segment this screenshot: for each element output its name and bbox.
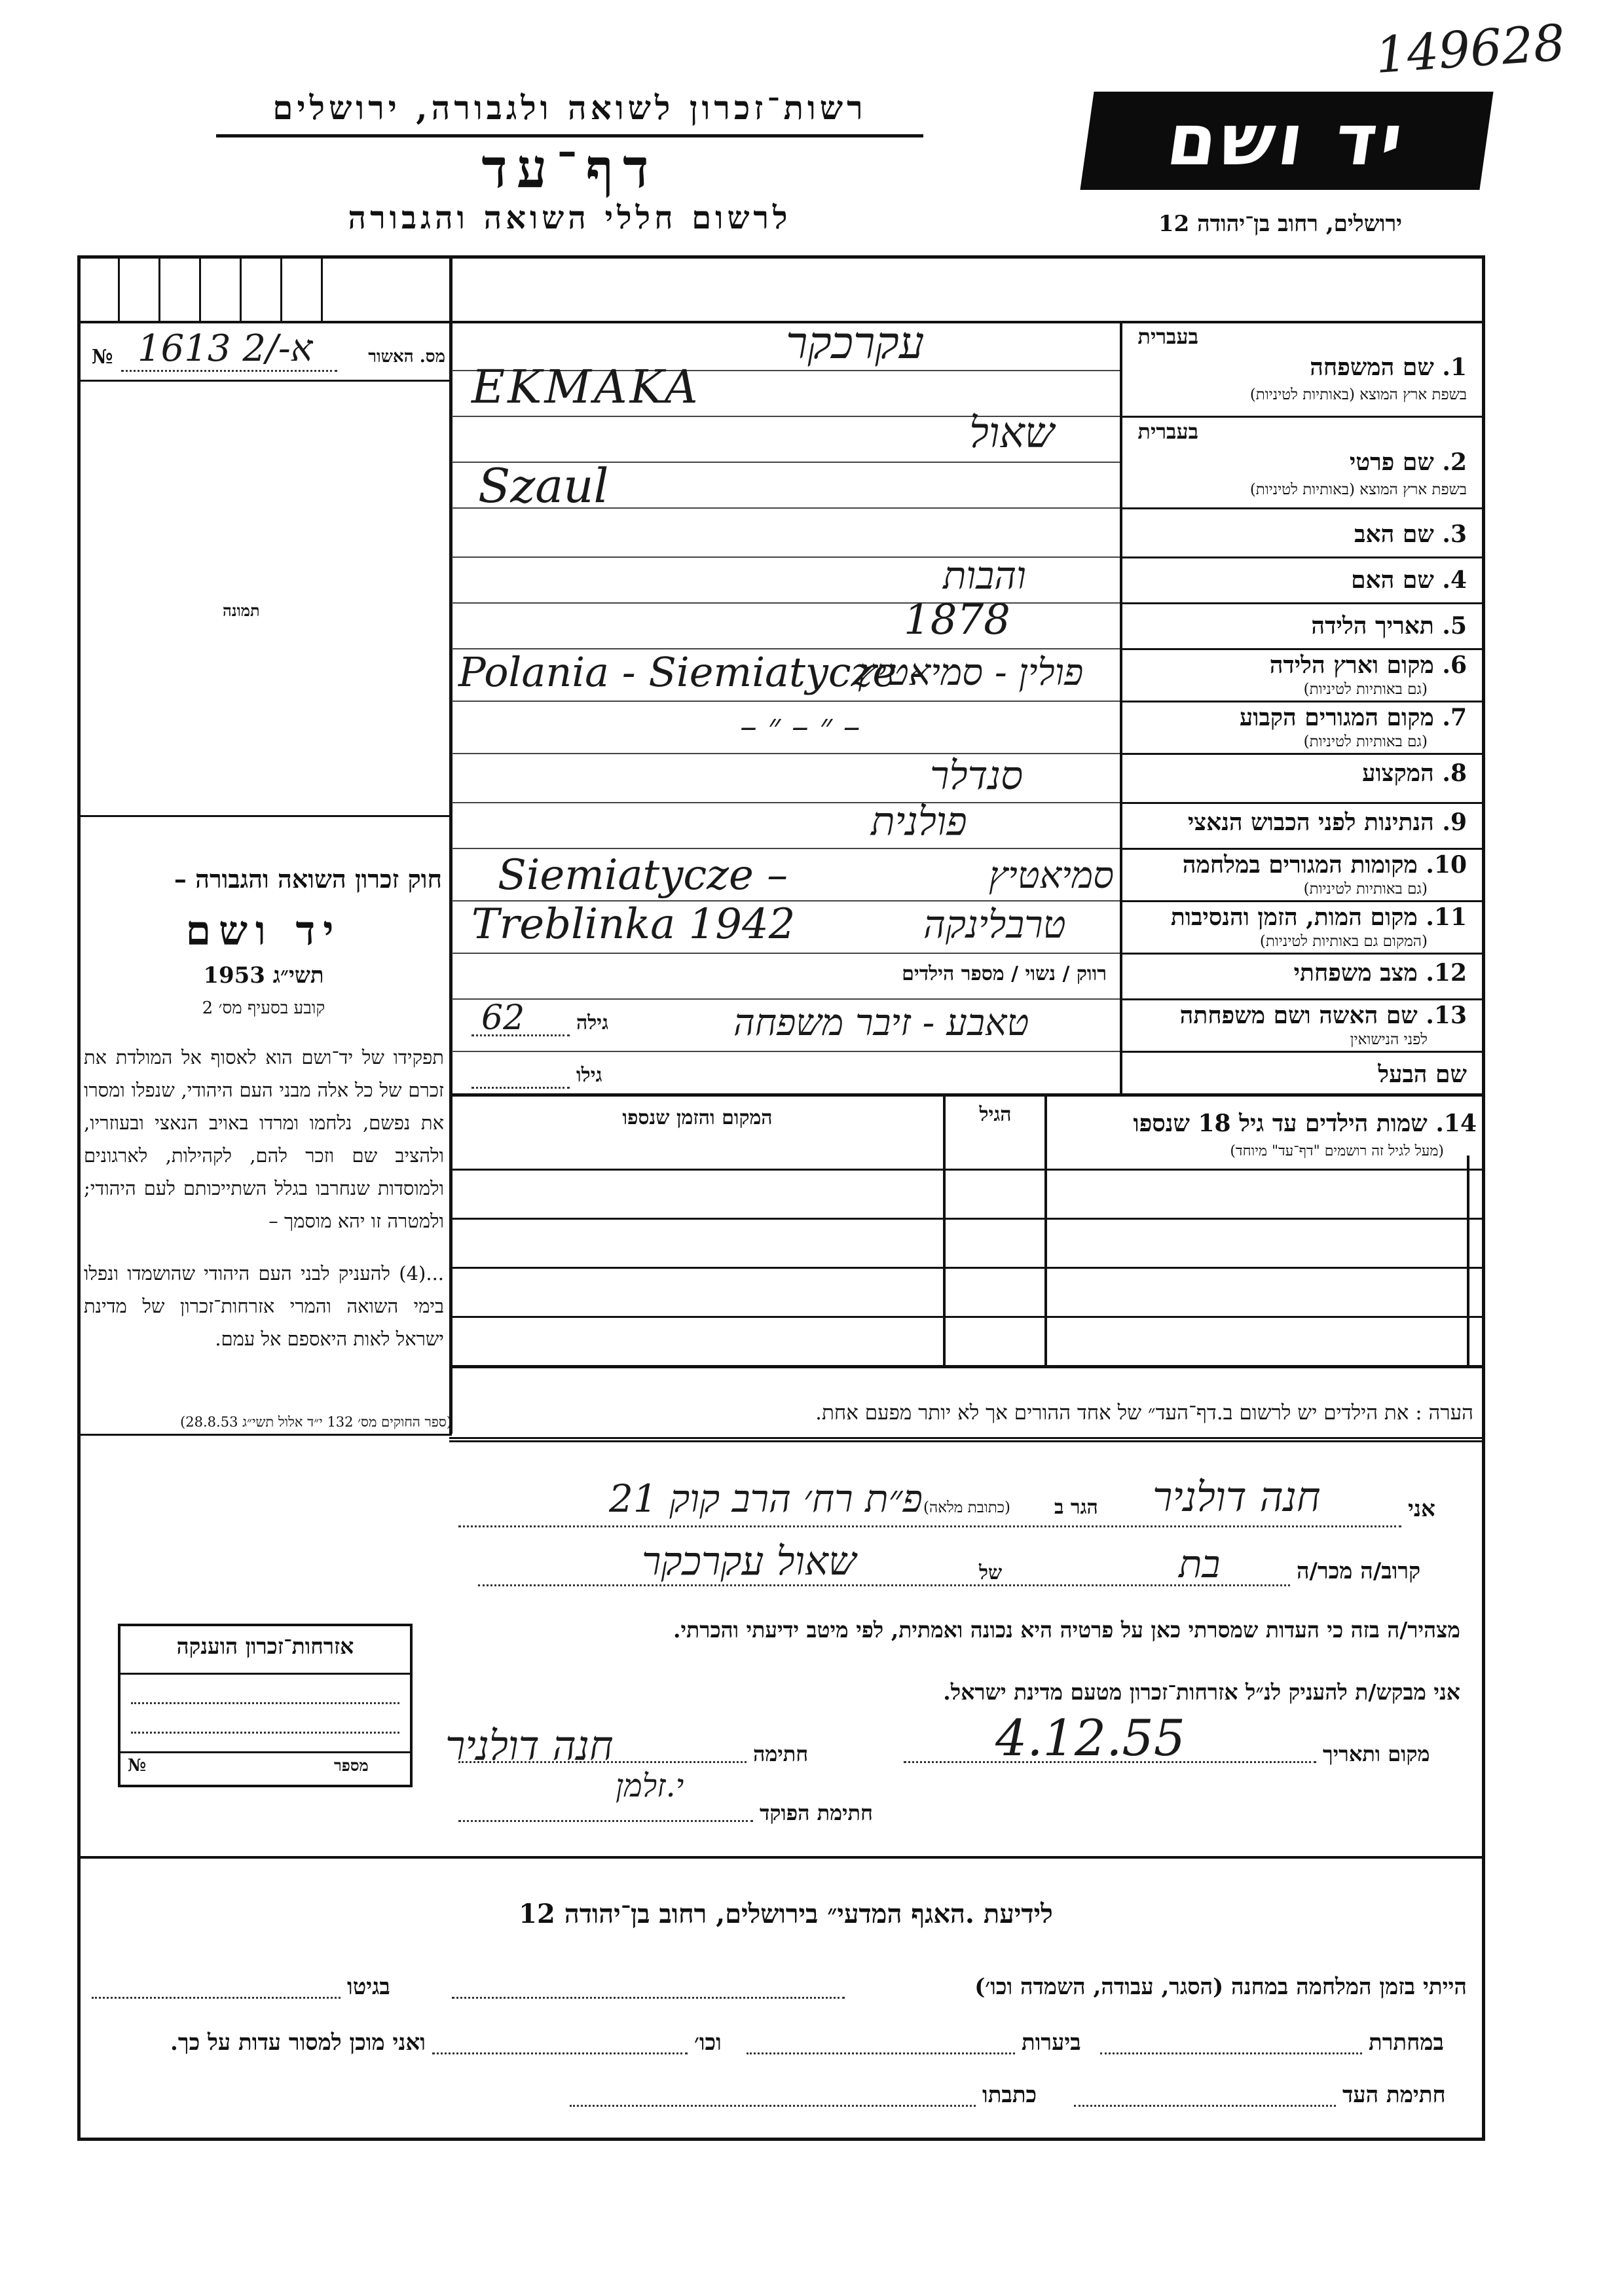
field-10-sub: (גם באותיות לטיניות): [1303, 881, 1428, 898]
field-11-label: [1126, 903, 1467, 931]
declaration-resident-label: הגר ב: [1054, 1496, 1098, 1519]
field-2-hebrew-tag: בעברית: [1137, 419, 1198, 444]
children-num: 14.: [1435, 1110, 1477, 1137]
field-1-num: 1.: [1442, 354, 1467, 381]
law-paragraph-1: תפקידו של יד־ושם הוא לאסוף אל המולדת את זכרם של כל אלה מבני העם היהודי, שנפלו ומסרו את נפשם, נלחמו ומרדו באויב הנאצי ובעוזריו, ולהציב שם וזכר להם, לקהילות, לארגונים ולמוסדות שנחרבו בגלל השתייכותם לעם היהודי; ולמטרה זו יהא מוסמך –: [84, 1046, 444, 1232]
footer-line2-etc: וכו׳: [694, 2030, 722, 2056]
field-8-label-text: המקצוע: [1362, 759, 1434, 787]
field-13-label: [1126, 1002, 1467, 1029]
wartime-residence-hebrew: סמיאטיץ: [989, 854, 1115, 897]
field-13-num: 13.: [1426, 1002, 1467, 1029]
children-col-place: המקום והזמן שנספו: [622, 1106, 773, 1129]
field-11-label-text: מקום המות, הזמן והנסיבות: [1170, 903, 1418, 931]
relation-value: בת: [1179, 1542, 1221, 1586]
record-number: 149628: [1373, 12, 1567, 85]
field-5-label-text: תאריך הלידה: [1311, 612, 1434, 640]
field-3-label-text: שם האב: [1354, 520, 1434, 548]
field-1-label: [1126, 354, 1467, 381]
law-paragraph-2: ...(4) להעניק לבני העם היהודי שהושמדו ונפלו בימי השואה והמרי אזרחות־זכרון של מדינת ישראל לאות היאספם אל עמם.: [84, 1262, 444, 1350]
children-note: הערה : את הילדים יש לרשום ב.דף־העד״ של אחד ההורים אך לא יותר מפעם אחת.: [815, 1401, 1473, 1425]
field-7-num: 7.: [1442, 704, 1467, 731]
field-2-label-text: שם פרטי: [1349, 448, 1434, 476]
declaration-address-hint: (כתובת מלאה): [923, 1499, 1010, 1516]
husband-label: שם הבעל: [1378, 1061, 1467, 1088]
declarant-name: חנה דולניר: [1153, 1473, 1321, 1521]
footer-line1-ghetto: בגיטו: [347, 1974, 390, 2000]
declaration-request: אני מבקש/ת להעניק לנ״ל אזרחות־זכרון מטעם מדינת ישראל.: [943, 1679, 1460, 1705]
wife-name-value: טאבע - זיבר משפחה: [733, 1002, 1029, 1044]
birth-place-latin: Polania - Siemiatycze -: [458, 648, 923, 696]
memorial-citizenship-number-label: מספר: [334, 1756, 369, 1775]
declarant-signature: חנה דולניר: [445, 1722, 614, 1770]
field-3-num: 3.: [1442, 520, 1467, 548]
declaration-date: 4.12.55: [995, 1709, 1186, 1767]
death-place-latin: Treblinka 1942: [471, 900, 796, 949]
field-2-sub: בשפת ארץ המוצא (באותיות לטיניות): [1249, 481, 1467, 498]
place-date-label: מקום ותאריך: [1323, 1741, 1430, 1766]
footer-line2-ready: ואני מוכן למסור עדות על כך.: [170, 2030, 426, 2056]
field-1-label-text: שם המשפחה: [1310, 354, 1434, 381]
field-1-hebrew-tag: בעברית: [1137, 324, 1198, 349]
birth-date-value: 1878: [904, 596, 1010, 644]
field-13-sub: לפני הנישואין: [1350, 1031, 1428, 1048]
law-section: קובע בסעיף מס׳ 2: [202, 998, 325, 1018]
declarant-address: פ״ת רח׳ הרב קוק 21: [609, 1476, 923, 1521]
children-label-text: שמות הילדים עד גיל 18 שנספו: [1133, 1110, 1428, 1137]
memorial-citizenship-no-mark: №: [128, 1756, 147, 1776]
wife-age-value: 62: [481, 998, 525, 1038]
first-name-hebrew: שאול: [969, 409, 1055, 458]
field-6-sub: (גם באותיות לטיניות): [1303, 681, 1428, 698]
field-9-label-text: הנתינות לפני הכבוש הנאצי: [1187, 809, 1434, 836]
declaration-statement: מצהיר/ה בזה כי העדות שמסרתי כאן על פרטיה היא נכונה ואמתית, לפי מיטב ידיעתי והכרתי.: [673, 1617, 1460, 1643]
children-sub: (מעל לגיל זה רושמים "דף־עד" מיוחד): [1230, 1143, 1444, 1159]
children-label: [1051, 1110, 1477, 1137]
field-9-label: [1126, 809, 1467, 836]
law-citation: (ספר החוקים מס׳ 132 י״ד אלול תשי״ג 28.8.53): [180, 1414, 452, 1430]
footer-address-label: כתבתו: [982, 2082, 1037, 2108]
children-col-age: הגיל: [979, 1103, 1012, 1126]
wife-age-label: גילה: [576, 1011, 609, 1034]
profession-value: סנדלר: [930, 753, 1024, 799]
of-label: של: [979, 1561, 1003, 1584]
photo-label: תמונה: [223, 601, 260, 620]
of-value: שאול עקרכקר: [642, 1539, 857, 1584]
birth-place-hebrew: פולין - סמיאטיץ: [858, 651, 1084, 694]
authority-name: רשות־זכרון לשואה ולגבורה, ירושלים: [272, 88, 867, 127]
field-9-num: 9.: [1442, 809, 1467, 836]
memorial-citizenship-title: אזרחות־זכרון הוענקה: [176, 1633, 354, 1659]
field-7-label: [1126, 704, 1467, 731]
approval-label: מס. האשור: [368, 347, 445, 367]
surname-latin: EKMAKA: [471, 360, 701, 414]
approval-number: 1613 א-/2: [138, 327, 313, 370]
field-4-num: 4.: [1442, 566, 1467, 594]
field-5-num: 5.: [1442, 612, 1467, 640]
field-3-label: [1126, 520, 1467, 548]
wartime-residence-latin: Siemiatycze –: [498, 851, 788, 900]
approval-no-mark: №: [92, 346, 113, 369]
field-12-label: [1126, 959, 1467, 987]
field-12-num: 12.: [1426, 959, 1467, 987]
field-6-label: [1126, 651, 1467, 679]
field-10-num: 10.: [1426, 851, 1467, 879]
field-12-label-text: מצב משפחתי: [1293, 959, 1418, 987]
yad-vashem-logo: [1080, 92, 1493, 190]
marital-options: רווק / נשוי / מספר הילדים: [902, 962, 1107, 985]
field-6-label-text: מקום וארץ הלידה: [1269, 651, 1434, 679]
residence-value: – ״ – ״ –: [740, 707, 860, 746]
relation-label: קרוב/ה מכר/ה: [1297, 1558, 1421, 1584]
address: ירושלים, רחוב בן־יהודה 12: [1158, 211, 1403, 237]
field-6-num: 6.: [1442, 651, 1467, 679]
death-place-hebrew: טרבלינקה: [923, 902, 1066, 947]
field-7-label-text: מקום המגורים הקבוע: [1239, 704, 1434, 731]
mother-name-value: והבות: [943, 553, 1026, 598]
field-1-sub: בשפת ארץ המוצא (באותיות לטיניות): [1249, 386, 1467, 403]
footer-line1-camp: הייתי בזמן המלחמה במחנה (הסגר, עבודה, השמדה וכו׳): [974, 1974, 1467, 2000]
footer-witness-signature: חתימת העד: [1342, 2082, 1446, 2108]
field-4-label-text: שם האם: [1351, 566, 1434, 594]
field-13-label-text: שם האשה ושם משפחתה: [1179, 1002, 1418, 1029]
officer-signature-label: חתימת הפוקד: [760, 1800, 873, 1825]
field-5-label: [1126, 612, 1467, 640]
page-subtitle: לרשום חללי השואה והגבורה: [348, 200, 792, 236]
field-7-sub: (גם באותיות לטיניות): [1303, 733, 1428, 750]
nationality-value: פולנית: [871, 799, 967, 845]
husband-age-label: גילו: [576, 1064, 602, 1087]
field-8-label: [1126, 759, 1467, 787]
signature-label: חתימה: [753, 1741, 809, 1766]
first-name-latin: Szaul: [478, 458, 609, 513]
field-2-label: [1126, 448, 1467, 476]
field-10-label: [1126, 851, 1467, 879]
field-8-num: 8.: [1442, 759, 1467, 787]
field-10-label-text: מקומות המגורים במלחמה: [1182, 851, 1418, 879]
footer-title: לידיעת .האגף המדעי״ בירושלים, רחוב בן־יהודה 12: [519, 1899, 1053, 1929]
logo-text: יד ושם: [1162, 100, 1412, 181]
page-title: דף־עד: [481, 137, 658, 200]
officer-signature: י.זלמן: [616, 1768, 684, 1804]
footer-line2-forests: ביערות: [1022, 2030, 1081, 2056]
field-11-num: 11.: [1426, 903, 1467, 931]
law-title: חוק זכרון השואה והגבורה –: [174, 864, 442, 894]
surname-hebrew: עקרכקר: [786, 318, 925, 369]
footer-line2-underground: במחתרת: [1369, 2030, 1444, 2056]
field-4-label: [1126, 566, 1467, 594]
declaration-i-label: אני: [1408, 1496, 1435, 1522]
law-name: יד ושם: [185, 907, 342, 955]
field-2-num: 2.: [1442, 448, 1467, 476]
law-year: תשי״ג 1953: [203, 962, 324, 989]
field-11-sub: (המקום גם באותיות לטיניות): [1259, 933, 1428, 950]
